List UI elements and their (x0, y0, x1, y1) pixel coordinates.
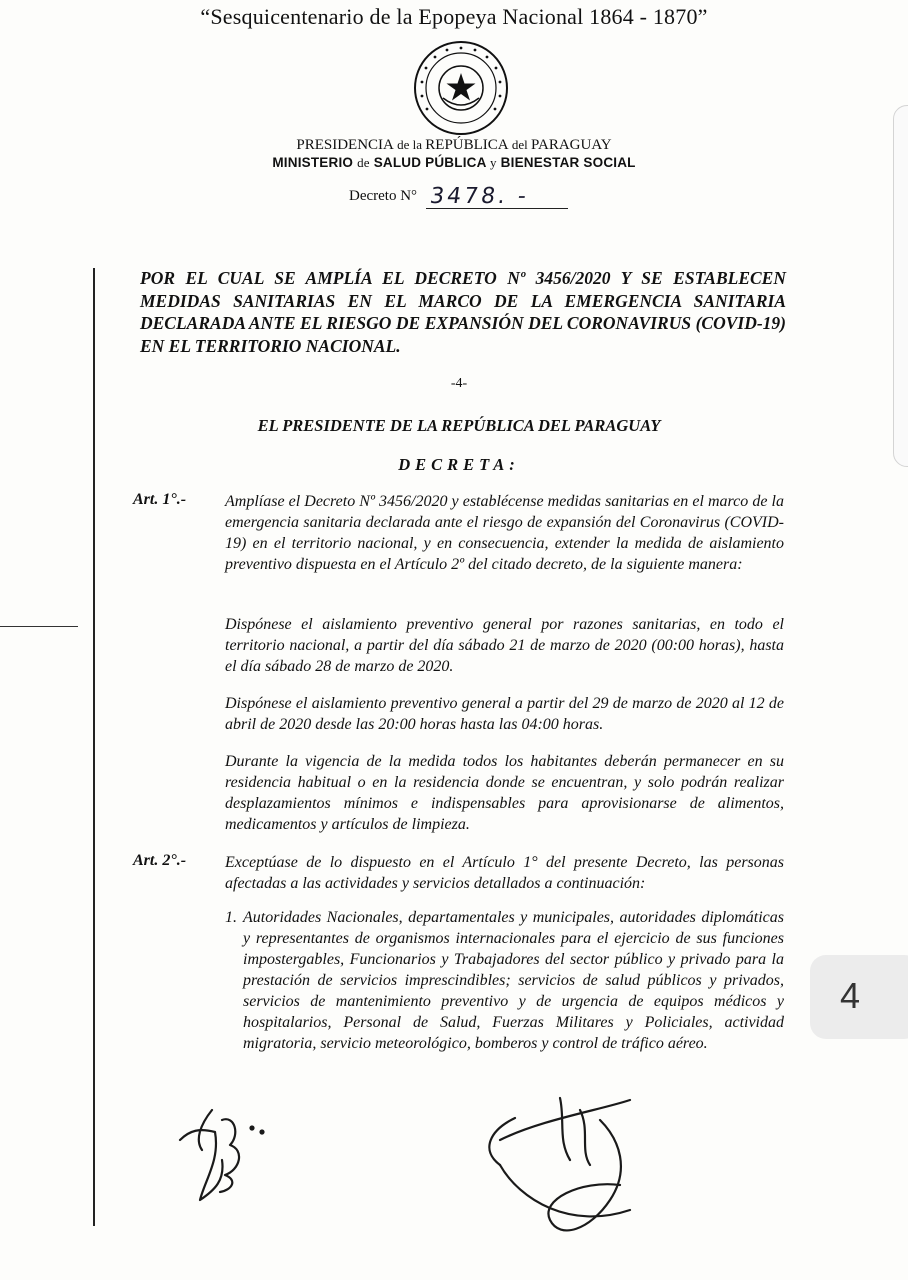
article-2-paragraph-1: Exceptúase de lo dispuesto en el Artículo 1° del presente Decreto, las personas afectadas a las actividades y servicios detallados a continuación: (225, 854, 784, 892)
margin-tick (0, 626, 78, 627)
page-number-label: 4 (840, 975, 861, 1016)
article-1-paragraph-2: Dispónese el aislamiento preventivo general por razones sanitarias, en todo el territorio nacional, a partir del día sábado 21 de marzo de 2020 (00:00 horas), hasta el día sábado 28 de marzo de 2020. (225, 616, 784, 675)
handwritten-signatures-icon (160, 1080, 680, 1280)
presidencia-heading: PRESIDENCIA de la REPÚBLICA del PARAGUAY (296, 137, 612, 153)
article-1-paragraph-1: Amplíase el Decreto Nº 3456/2020 y establécense medidas sanitarias en el marco de la emergencia sanitaria declarada ante el riesgo de expansión del Coronavirus (COVID-19) en el territorio nacional, y en consecuencia, extender la medida de aislamiento preventivo dispuesta en el Artículo 2º del citado decreto, de la siguiente manera: (225, 493, 784, 573)
list-item-number: 1. (225, 909, 237, 926)
article-2-label: Art. 2°.- (133, 852, 187, 869)
motto: “Sesquicentenario de la Epopeya Nacional 1864 - 1870” (200, 4, 708, 29)
decreto-label: Decreto N° (349, 188, 418, 204)
decreta-heading: DECRETA: (398, 455, 520, 474)
viewer-scroll-tab[interactable] (893, 105, 908, 467)
decree-title: POR EL CUAL SE AMPLÍA EL DECRETO Nº 3456/2020 Y SE ESTABLECEN MEDIDAS SANITARIAS EN EL MARCO DE LA EMERGENCIA SANITARIA DECLARADA ANTE EL RIESGO DE EXPANSIÓN DEL CORONAVIRUS (COVID-19) EN EL TERRITORIO NACIONAL. (140, 268, 786, 356)
national-seal-icon (413, 40, 509, 136)
article-1-label: Art. 1°.- (133, 491, 187, 508)
page-indicator: -4- (450, 376, 468, 391)
list-item (225, 907, 784, 1054)
article-1-paragraph-3: Dispónese el aislamiento preventivo general a partir del 29 de marzo de 2020 al 12 de abril de 2020 desde las 20:00 horas hasta las 04:00 horas. (225, 695, 784, 733)
margin-rule (93, 268, 95, 1226)
decreto-number: 3478. - (428, 184, 531, 209)
decreto-underline (426, 208, 568, 209)
ministerio-heading: MINISTERIO de SALUD PÚBLICA y BIENESTAR SOCIAL (272, 155, 636, 170)
president-heading: EL PRESIDENTE DE LA REPÚBLICA DEL PARAGUAY (257, 416, 661, 435)
article-1-paragraph-4: Durante la vigencia de la medida todos los habitantes deberán permanecer en su residencia habitual o en la residencia donde se encuentran, y solo podrán realizar desplazamientos mínimos e indispensables para aprovisionarse de alimentos, medicamentos y artículos de limpieza. (225, 753, 784, 833)
list-item-text: Autoridades Nacionales, departamentales y municipales, autoridades diplomáticas y representantes de organismos internacionales para el ejercicio de sus funciones impostergables, Funcionarios y Trabajadores del sector público y privado para la prestación de servicios imprescindibles; servicios de salud públicos y privados, servicios de mantenimiento preventivo y de urgencia de equipos médicos y hospitalarios, Personal de Salud, Fuerzas Militares y Policiales, actividad migratoria, servicio meteorológico, bomberos y control de tráfico aéreo. (243, 909, 784, 1052)
